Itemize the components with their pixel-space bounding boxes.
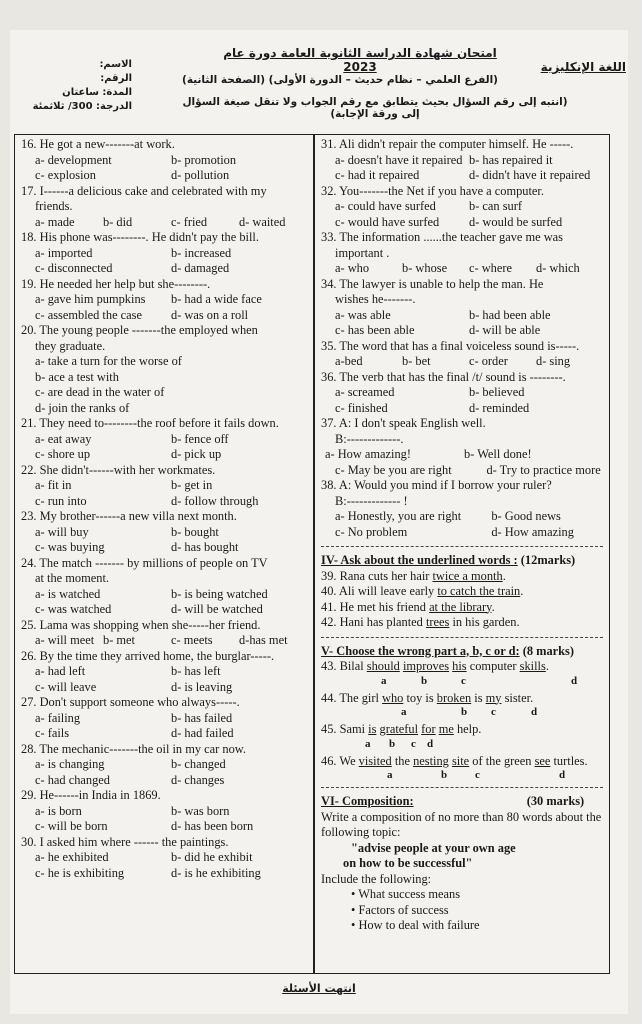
option-c: c- he is exhibiting — [35, 865, 125, 880]
text: sister. — [501, 690, 534, 705]
question-40 — [321, 584, 603, 600]
question-46 — [321, 754, 603, 782]
option-d: d- Try to practice more — [486, 462, 601, 477]
exam-header — [10, 30, 628, 126]
question-36 — [321, 370, 603, 417]
option-c: c- assembled the case — [35, 307, 142, 322]
question-43 — [321, 659, 603, 687]
part-a: is — [368, 722, 377, 736]
option-c: c- May be you are right — [335, 462, 452, 477]
text: 45. Sami — [321, 722, 369, 736]
option-c: c- run into — [35, 493, 87, 508]
part-b: grateful — [379, 722, 419, 736]
question-stem: 38. A: Would you mind if I borrow your ruler? — [321, 478, 552, 492]
question-39 — [321, 569, 603, 585]
composition-intro: Write a composition of no more than 80 words about the following topic: — [321, 809, 602, 839]
letter-a: a — [387, 769, 393, 781]
option-b: b- has repaired it — [469, 152, 553, 167]
dialogue-b-line: B:------------- ! — [335, 493, 408, 508]
bullet-item: • What success means — [351, 887, 603, 903]
question-stem-cont: important . — [335, 245, 390, 260]
option-b: b- ace a test with — [35, 369, 119, 384]
question-stem: 28. The mechanic-------the oil in my car now. — [21, 741, 247, 756]
option-a: a- could have surfed — [335, 199, 436, 213]
text: is — [471, 690, 486, 705]
letter-c: c — [475, 769, 480, 781]
option-a: a- will buy — [35, 524, 89, 539]
option-a: a- gave him pumpkins — [35, 292, 146, 306]
option-c: c- are dead in the water of — [35, 385, 165, 399]
composition-topic: "advise people at your own age — [351, 840, 516, 855]
option-d: d- is he exhibiting — [171, 865, 261, 880]
text: . — [491, 599, 495, 614]
text: 43. Bilal — [321, 659, 367, 673]
option-a: a- who — [335, 261, 370, 275]
option-b: b- promotion — [171, 152, 237, 167]
letter-d: d — [427, 737, 434, 750]
question-25 — [21, 618, 307, 649]
option-b: b- whose — [402, 261, 448, 275]
option-c: c- No problem — [335, 524, 408, 539]
option-a: a- fit in — [35, 478, 72, 492]
composition-topic-cont: on how to be successful" — [343, 856, 473, 870]
section-iv — [321, 553, 603, 631]
question-stem-cont: friends. — [35, 199, 73, 213]
option-d: d- didn't have it repaired — [469, 168, 591, 182]
option-a: a- development — [35, 152, 112, 167]
option-d: d- has been born — [171, 819, 254, 833]
text: . — [520, 584, 524, 598]
option-b: b- has left — [171, 664, 221, 678]
text: turtles. — [550, 753, 588, 768]
text: 46. We — [321, 753, 359, 768]
letter-c: c — [491, 706, 496, 718]
part-d: me — [438, 722, 454, 736]
letter-a: a — [381, 674, 387, 687]
part-d: see — [534, 753, 551, 768]
question-stem: 17. I------a delicious cake and celebrated with my — [21, 183, 267, 198]
text: . — [545, 659, 549, 673]
option-c: c- will leave — [35, 679, 97, 694]
question-42 — [321, 615, 603, 631]
option-b: b- had a wide face — [171, 292, 262, 306]
option-a: a- is changing — [35, 757, 105, 771]
section-marks: (30 marks) — [526, 794, 585, 808]
option-c: c- was buying — [35, 540, 105, 554]
bullet-item: • Factors of success — [351, 903, 603, 919]
section-divider — [321, 546, 603, 547]
text: 40. Ali will leave early — [321, 584, 438, 598]
part-d: skills — [519, 659, 546, 673]
text: . — [502, 568, 506, 583]
option-b: b- had been able — [469, 307, 551, 322]
part-c: for — [421, 722, 436, 736]
question-stem: 20. The young people -------the employed when — [21, 323, 258, 337]
option-d: d- was on a roll — [171, 307, 249, 322]
letter-b: b — [421, 674, 428, 687]
question-34 — [321, 277, 603, 339]
question-stem: 25. Lama was shopping when she-----her friend. — [21, 617, 261, 632]
option-c: c- meets — [171, 633, 213, 647]
option-d: d- reminded — [469, 400, 530, 415]
option-d: d- would be surfed — [469, 214, 563, 229]
question-27 — [21, 695, 307, 742]
option-d: d- follow through — [171, 493, 259, 508]
part-a: should — [366, 659, 400, 673]
question-stem: 24. The match ------- by millions of people on TV — [21, 555, 268, 570]
section-title: IV- Ask about the underlined words : — [321, 553, 518, 567]
text: help. — [453, 722, 482, 736]
part-c: site — [451, 753, 470, 768]
question-stem: 34. The lawyer is unable to help the man. He — [321, 276, 544, 291]
question-21 — [21, 416, 307, 463]
option-a: a- take a turn for the worse of — [35, 354, 182, 368]
question-stem-cont: at the moment. — [35, 571, 109, 585]
question-stem: 21. They need to--------the roof before it fails down. — [21, 416, 279, 430]
option-b: b- did he exhibit — [171, 850, 253, 864]
option-d: d- damaged — [171, 261, 230, 275]
question-stem: 16. He got a new-------at work. — [21, 137, 175, 151]
option-b: b- Good news — [491, 509, 561, 523]
dialogue-b-line: B:-------------. — [335, 431, 404, 446]
option-a: a- had left — [35, 664, 86, 678]
section-marks: (8 marks) — [522, 643, 574, 658]
option-c: c- will be born — [35, 819, 108, 833]
underlined-part: to catch the train — [437, 584, 521, 598]
section-title: VI- Composition: — [321, 794, 414, 808]
section-divider — [321, 787, 603, 788]
question-45 — [321, 722, 603, 750]
option-b: b- is being watched — [171, 586, 268, 601]
question-44 — [321, 691, 603, 719]
option-b: b- get in — [171, 478, 213, 492]
text: toy is — [403, 690, 437, 705]
option-c: c- has been able — [335, 323, 415, 337]
option-c: c- fails — [35, 726, 70, 740]
option-a: a- he exhibited — [35, 850, 109, 864]
section-vi — [321, 794, 603, 934]
question-stem: 29. He------in India in 1869. — [21, 788, 161, 802]
subject-label: اللغة الإنكليزية — [540, 60, 626, 74]
letter-d: d — [559, 769, 566, 781]
composition-bullets — [321, 887, 603, 934]
option-d: d- is leaving — [171, 679, 233, 694]
text: computer — [466, 659, 520, 673]
option-a: a- screamed — [335, 385, 395, 399]
composition-include: Include the following: — [321, 871, 432, 886]
option-c: c- had it repaired — [335, 168, 420, 182]
text: of the green — [469, 753, 535, 768]
question-17 — [21, 184, 307, 231]
question-stem: 19. He needed her help but she--------. — [21, 276, 211, 291]
field-number: الرقم: — [100, 73, 132, 84]
question-stem: 31. Ali didn't repair the computer himself. He -----. — [321, 137, 574, 151]
bullet-item: • How to deal with failure — [351, 918, 603, 934]
option-a: a- Honestly, you are right — [335, 509, 462, 523]
option-d: d- which — [536, 261, 580, 275]
question-23 — [21, 509, 307, 556]
text: 39. Rana cuts her hair — [321, 568, 433, 583]
question-33 — [321, 230, 603, 277]
text: 44. The girl — [321, 690, 383, 705]
option-c: c- would have surfed — [335, 214, 440, 229]
text: 42. Hani has planted — [321, 615, 426, 629]
question-stem: 26. By the time they arrived home, the burglar-----. — [21, 648, 275, 663]
underlined-part: twice a month — [432, 568, 503, 583]
question-24 — [21, 556, 307, 618]
part-c: my — [485, 690, 502, 705]
option-d: d- has bought — [171, 540, 239, 554]
question-32 — [321, 184, 603, 231]
letter-d: d — [531, 706, 538, 718]
question-18 — [21, 230, 307, 277]
question-20 — [21, 323, 307, 416]
option-a: a- made — [35, 214, 75, 229]
text: in his garden. — [449, 615, 520, 629]
option-d: d- will be able — [469, 323, 541, 337]
part-b: broken — [436, 690, 472, 705]
option-d: d- pick up — [171, 447, 222, 461]
part-a: visited — [358, 753, 392, 768]
question-stem-cont: wishes he-------. — [335, 292, 416, 306]
option-a: a- eat away — [35, 431, 92, 446]
option-c: c- explosion — [35, 168, 96, 182]
option-d: d- had failed — [171, 726, 234, 740]
option-a: a- is watched — [35, 586, 101, 601]
letter-b: b — [441, 769, 448, 781]
question-stem: 23. My brother------a new villa next month. — [21, 509, 237, 523]
question-37 — [321, 416, 603, 478]
question-22 — [21, 463, 307, 510]
question-stem: 22. She didn't------with her workmates. — [21, 462, 216, 477]
option-d: d- pollution — [171, 168, 230, 182]
section-marks: (12marks) — [520, 553, 576, 567]
section-divider — [321, 637, 603, 638]
field-grade: الدرجة: 300/ ثلاثمئة — [32, 101, 132, 112]
left-column — [14, 134, 314, 974]
option-b: b- Well done! — [464, 447, 532, 461]
option-b: b- was born — [171, 803, 230, 818]
option-d: d- will be watched — [171, 602, 263, 616]
letter-c: c — [461, 674, 466, 687]
letter-b: b — [461, 706, 468, 718]
question-stem: 36. The verb that has the final /t/ sound is --------. — [321, 369, 566, 384]
option-b: b- met — [103, 633, 135, 647]
option-a: a- failing — [35, 710, 81, 725]
letter-c: c — [411, 737, 416, 750]
option-a: a- doesn't have it repaired — [335, 152, 463, 167]
question-stem-cont: they graduate. — [35, 338, 106, 353]
question-stem: 33. The information ......the teacher gave me was — [321, 230, 563, 244]
option-c: c- fried — [171, 214, 208, 229]
option-a: a- is born — [35, 803, 82, 818]
option-d: d- How amazing — [491, 524, 574, 539]
letter-d: d — [571, 674, 578, 687]
question-stem: 32. You-------the Net if you have a computer. — [321, 183, 544, 198]
field-duration: المدة: ساعتان — [62, 87, 132, 98]
question-41 — [321, 600, 603, 616]
section-title: V- Choose the wrong part a, b, c or d: — [321, 643, 520, 658]
underlined-part: at the library — [429, 599, 492, 614]
option-b: b- can surf — [469, 199, 522, 213]
underlined-part: trees — [425, 615, 450, 629]
option-c: c- where — [469, 261, 512, 275]
question-stem: 37. A: I don't speak English well. — [321, 416, 486, 430]
option-d: d- changes — [171, 772, 225, 787]
question-30 — [21, 835, 307, 882]
option-d: d- join the ranks of — [35, 400, 130, 415]
exam-title: امتحان شهادة الدراسة الثانوية العامة دورة عام 2023 — [223, 46, 497, 74]
question-stem: 18. His phone was--------. He didn't pay the bill. — [21, 230, 259, 244]
question-stem: 27. Don't support someone who always-----. — [21, 695, 240, 709]
question-28 — [21, 742, 307, 789]
option-c: c- shore up — [35, 447, 91, 461]
end-of-questions: انتهت الأسئلة — [282, 982, 356, 995]
option-d: d-has met — [239, 633, 288, 647]
option-b: b- has failed — [171, 710, 233, 725]
part-c: his — [452, 659, 467, 673]
option-b: b- did — [103, 214, 133, 229]
question-38 — [321, 478, 603, 540]
option-a: a- imported — [35, 245, 93, 260]
option-a: a- was able — [335, 307, 391, 322]
student-fields — [22, 58, 132, 114]
question-35 — [321, 339, 603, 370]
part-b: nesting — [413, 753, 449, 768]
option-d: d- waited — [239, 214, 286, 229]
question-26 — [21, 649, 307, 696]
question-19 — [21, 277, 307, 324]
question-stem: 30. I asked him where ------ the paintings. — [21, 834, 229, 849]
exam-instruction-line: (انتبه إلى رقم السؤال بحيث يتطابق مع رقم الجواب ولا تنقل صيغة السؤال إلى ورقة الإجابة) — [182, 96, 568, 120]
option-b: b- increased — [171, 245, 232, 260]
option-b: b- bought — [171, 524, 219, 539]
letter-a: a — [365, 737, 371, 750]
question-29 — [21, 788, 307, 835]
part-b: improves — [402, 659, 450, 673]
option-b: b- bet — [402, 354, 431, 368]
text: 41. He met his friend — [321, 599, 430, 614]
option-c: c- was watched — [35, 602, 112, 616]
section-v — [321, 644, 603, 782]
letter-b: b — [389, 737, 396, 750]
option-c: c- disconnected — [35, 261, 113, 275]
right-column — [314, 134, 610, 974]
option-a: a- will meet — [35, 633, 95, 647]
question-16 — [21, 137, 307, 184]
question-31 — [321, 137, 603, 184]
question-stem: 35. The word that has a final voiceless sound is-----. — [321, 338, 580, 353]
option-b: b- fence off — [171, 431, 229, 446]
part-a: who — [382, 690, 404, 705]
option-d: d- sing — [536, 354, 571, 368]
option-c: c- had changed — [35, 772, 110, 787]
option-a: a- How amazing! — [325, 447, 412, 461]
exam-page — [10, 30, 628, 1014]
field-name: الاسم: — [99, 59, 132, 70]
option-b: b- believed — [469, 385, 525, 399]
exam-branch-line: (الفرع العلمي – نظام حديث – الدورة الأولى) (الصفحة الثانية) — [182, 74, 498, 86]
option-c: c- order — [469, 354, 508, 368]
option-c: c- finished — [335, 400, 388, 415]
text: the — [391, 753, 414, 768]
option-b: b- changed — [171, 757, 226, 771]
option-a: a-bed — [335, 354, 363, 368]
letter-a: a — [401, 706, 407, 718]
